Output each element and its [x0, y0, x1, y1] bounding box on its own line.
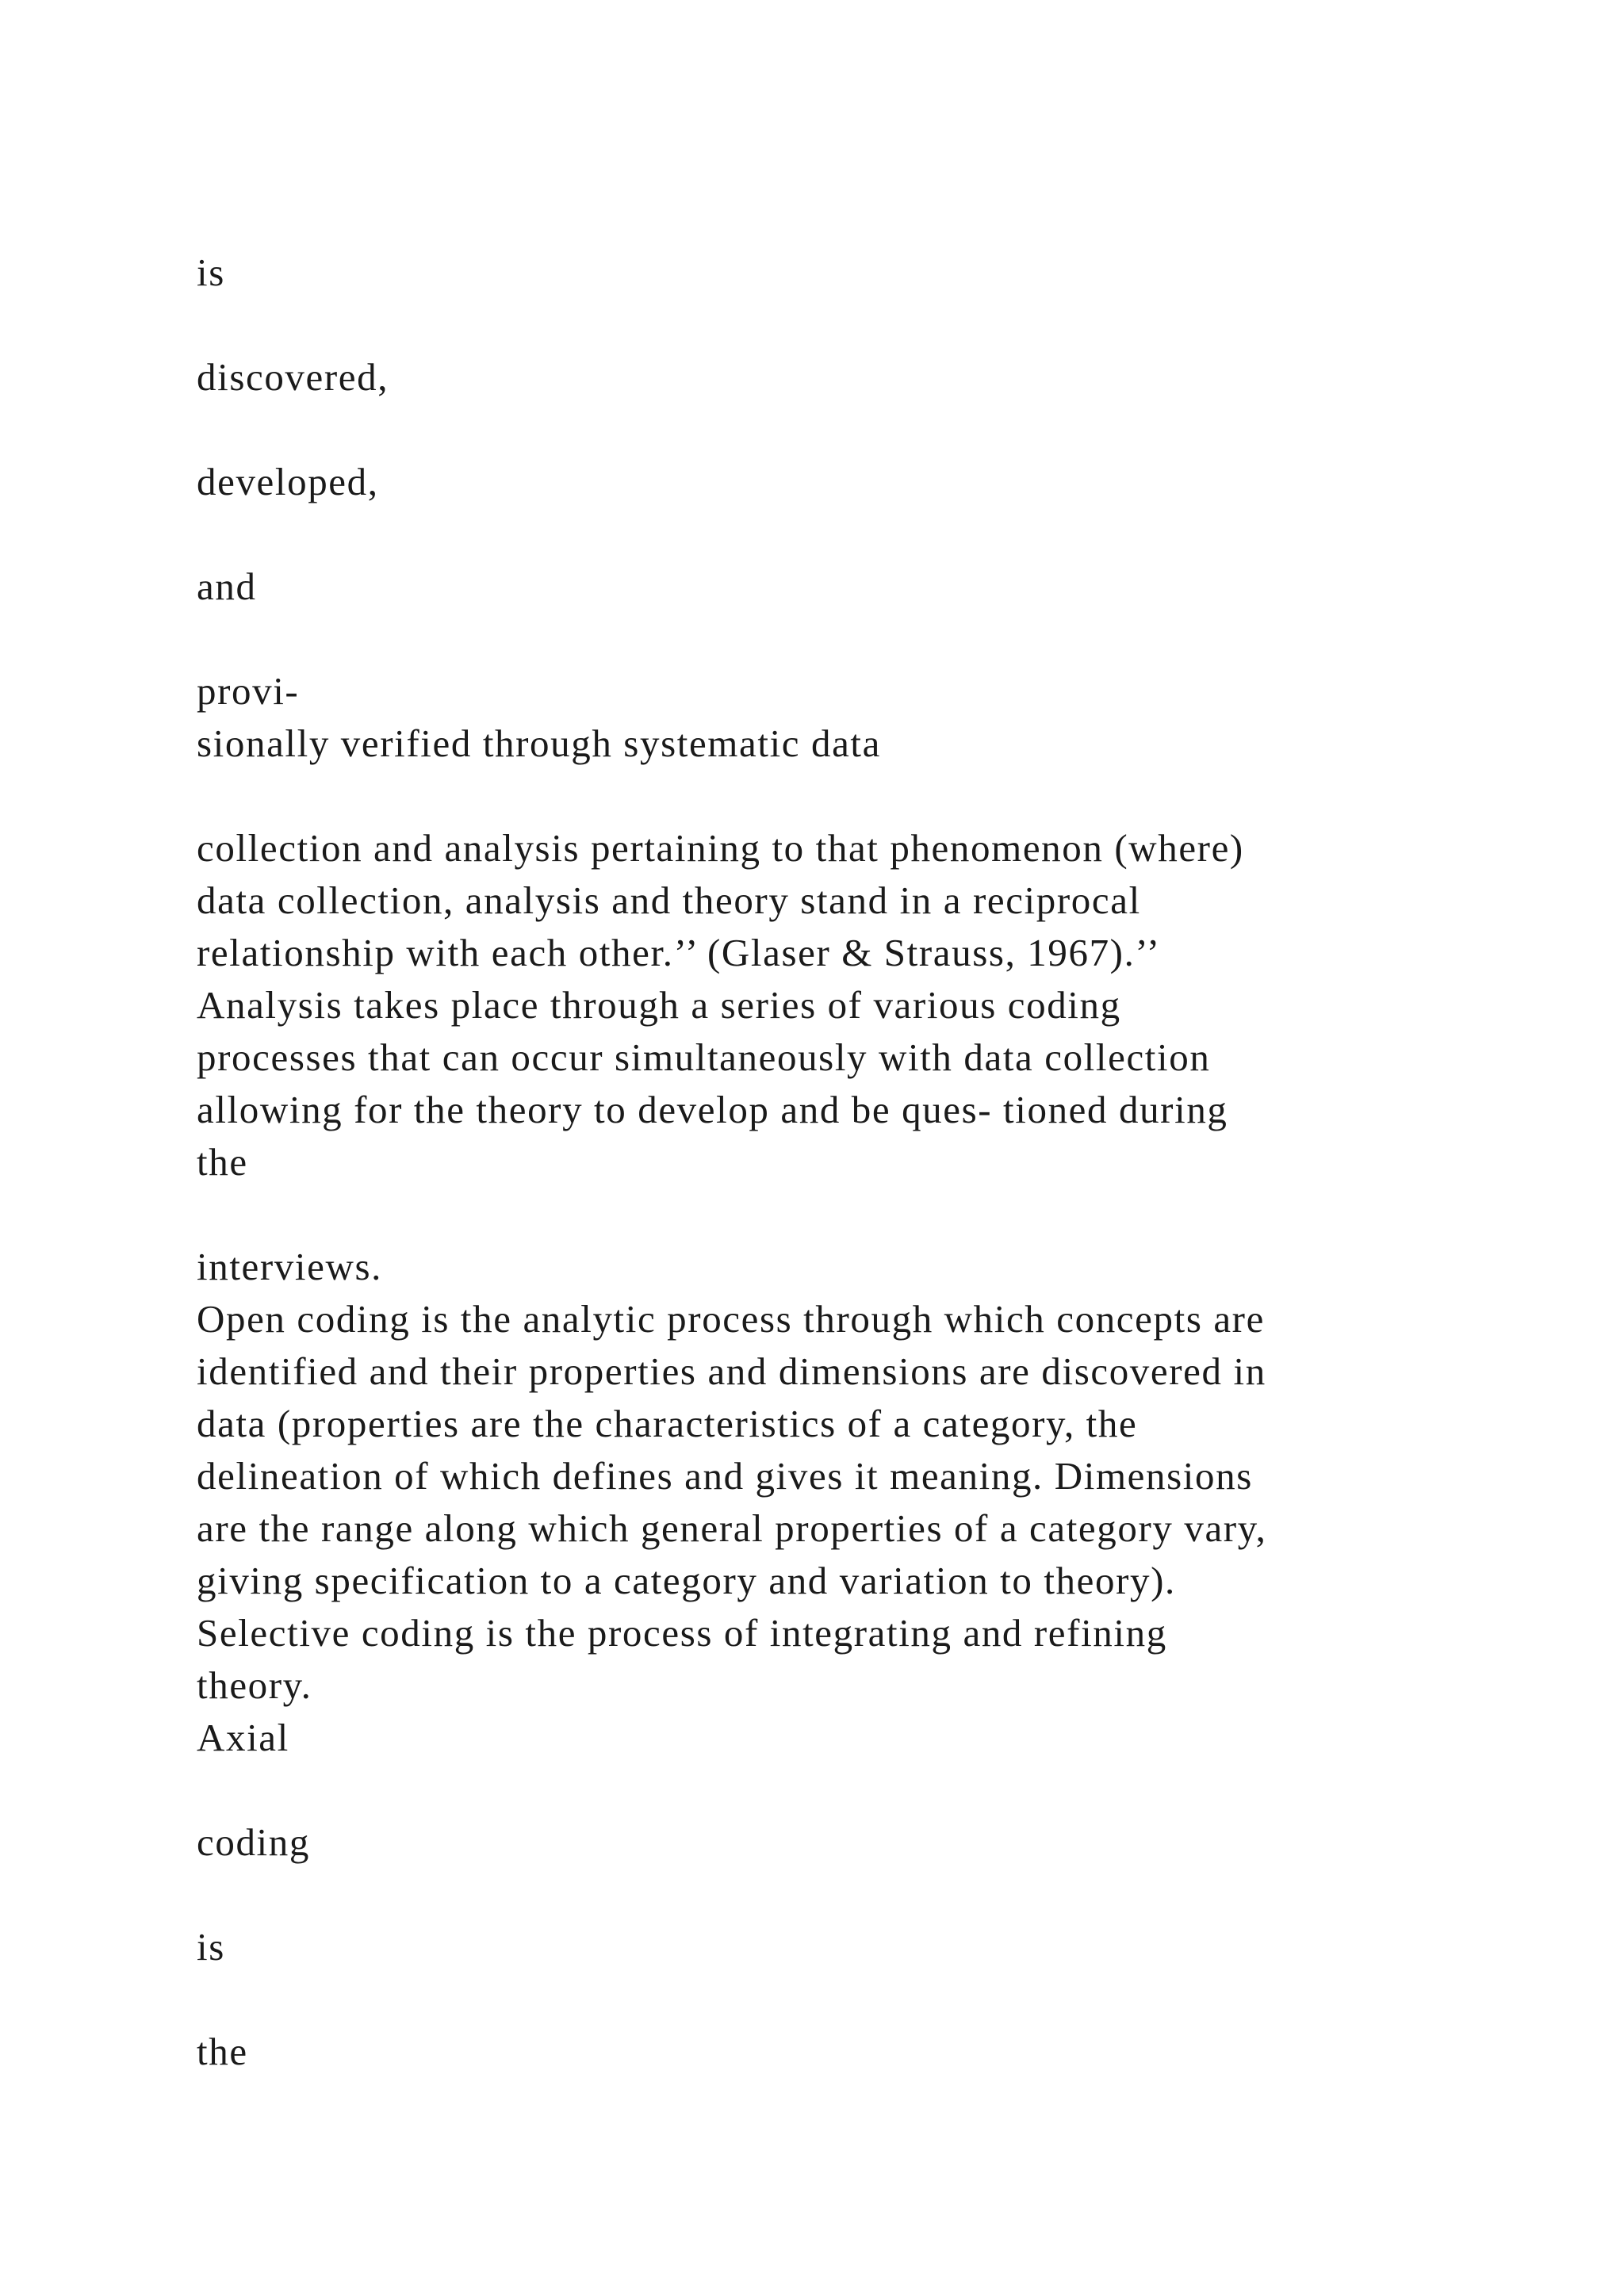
text-line: Open coding is the analytic process through which concepts are: [197, 1297, 1265, 1341]
text-line: developed,: [197, 460, 379, 503]
text-line: data collection, analysis and theory stand in a reciprocal: [197, 878, 1141, 922]
text-line: Selective coding is the process of integrating and refining: [197, 1611, 1167, 1655]
text-line: giving specification to a category and variation to theory).: [197, 1559, 1176, 1602]
text-line: processes that can occur simultaneously with data collection: [197, 1035, 1211, 1079]
text-line: theory.: [197, 1663, 312, 1707]
blank-line: [197, 1973, 1545, 2026]
blank-line: [197, 1764, 1545, 1816]
text-line: are the range along which general properties of a category vary,: [197, 1506, 1267, 1550]
blank-line: [197, 613, 1545, 665]
text-line: Axial: [197, 1716, 289, 1759]
text-line: interviews.: [197, 1245, 382, 1288]
text-line: delineation of which defines and gives it meaning. Dimensions: [197, 1454, 1253, 1498]
blank-line: [197, 404, 1545, 456]
text-line: and: [197, 564, 257, 608]
text-line: Analysis takes place through a series of various coding: [197, 983, 1121, 1027]
text-line: the: [197, 1140, 248, 1184]
text-line: relationship with each other.’’ (Glaser & Strauss, 1967).’’: [197, 931, 1161, 974]
text-line: is: [197, 1925, 225, 1969]
text-line: data (properties are the characteristics of a category, the: [197, 1402, 1138, 1445]
blank-line: [197, 299, 1545, 351]
text-line: allowing for the theory to develop and be ques- tioned during: [197, 1088, 1228, 1131]
blank-line: [197, 1869, 1545, 1921]
text-line: identified and their properties and dimensions are discovered in: [197, 1349, 1266, 1393]
text-line: coding: [197, 1820, 310, 1864]
text-line: is: [197, 251, 225, 294]
text-line: sionally verified through systematic data: [197, 721, 881, 765]
blank-line: [197, 1188, 1545, 1241]
blank-line: [197, 508, 1545, 561]
text-line: the: [197, 2030, 248, 2073]
text-line: discovered,: [197, 355, 389, 399]
text-line: collection and analysis pertaining to that phenomenon (where): [197, 826, 1244, 870]
blank-line: [197, 770, 1545, 822]
text-line: provi-: [197, 669, 300, 713]
document-body: [197, 247, 1545, 2078]
